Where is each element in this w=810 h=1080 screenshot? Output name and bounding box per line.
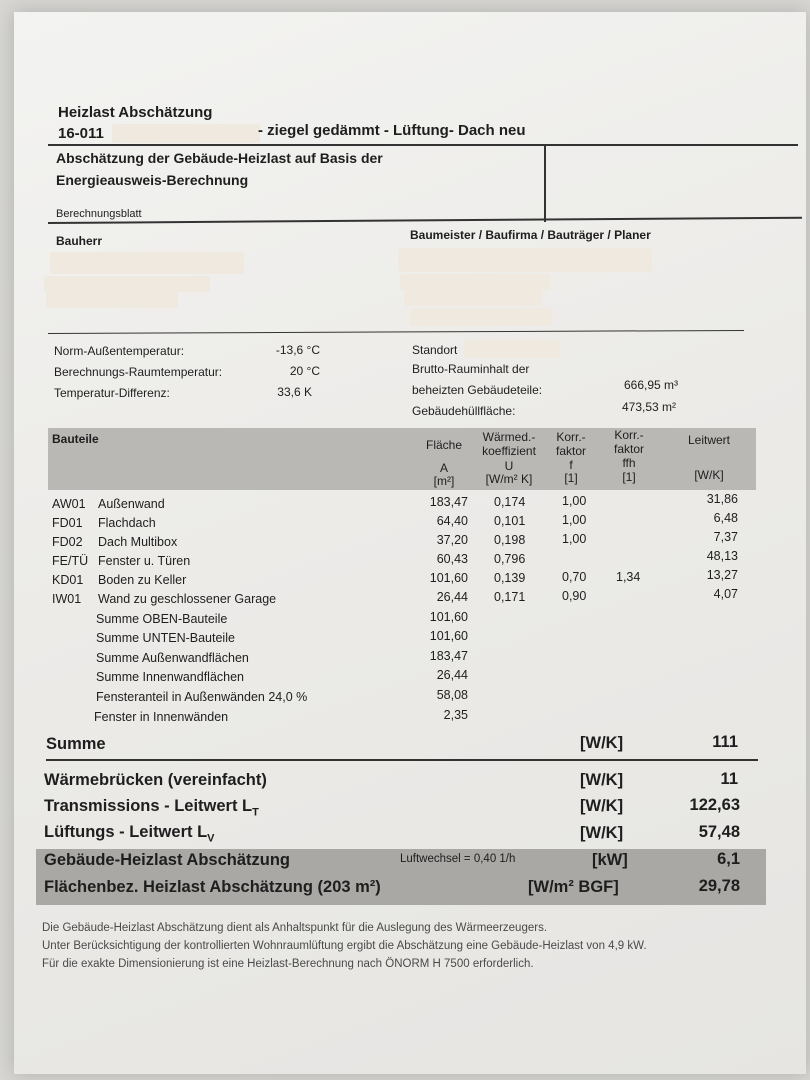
redacted-client-line-3	[46, 292, 178, 308]
row-area: 64,40	[436, 514, 468, 528]
room-temp-value: 20 °C	[289, 364, 320, 378]
redacted-builder-line-2	[400, 274, 550, 290]
footer-line-3: Für die exakte Dimensionierung ist eine Heizlast-Berechnung nach ÖNORM H 7500 erforderlich.	[42, 958, 534, 970]
col-flaeche-unit: [m²]	[433, 474, 455, 488]
sum-label: Fenster in Innenwänden	[94, 710, 229, 724]
col-f-unit: [1]	[564, 471, 578, 485]
row-area: 60,43	[436, 552, 468, 566]
outside-temp-label: Norm-Außentemperatur:	[54, 344, 185, 358]
summe-rule	[46, 759, 758, 761]
sum-value: 101,60	[429, 610, 468, 624]
row-leitwert: 13,27	[706, 568, 738, 582]
sum-label: Summe Innenwandflächen	[96, 670, 245, 684]
lueftung-label: Lüftungs - Leitwert $L_V$	[44, 823, 215, 845]
col-u-1: Wärmed.-	[482, 430, 536, 444]
summe-value: 111	[712, 733, 738, 751]
row-leitwert: 48,13	[706, 549, 738, 563]
row-name: Boden zu Keller	[98, 573, 187, 587]
row-ffh: 1,34	[616, 570, 641, 584]
sum-label: Summe OBEN-Bauteile	[96, 612, 228, 626]
redacted-builder-line-4	[410, 308, 552, 326]
subtitle-line-1: Abschätzung der Gebäude-Heizlast auf Basis der	[56, 150, 383, 166]
col-bauteile: Bauteile	[52, 432, 99, 446]
row-area: 26,44	[436, 590, 468, 604]
sum-value: 183,47	[429, 649, 468, 663]
row-code: KD01	[52, 573, 84, 587]
transmission-label: Transmissions - Leitwert $L_T$	[44, 797, 259, 819]
redacted-builder-line-1	[398, 248, 652, 272]
col-u-sym: U	[504, 459, 514, 473]
row-f: 1,00	[562, 532, 587, 546]
row-f: 0,70	[562, 570, 587, 584]
header-divider	[544, 144, 546, 222]
sum-value: 26,44	[436, 668, 468, 682]
row-area: 37,20	[436, 533, 468, 547]
col-ffh-1: Korr.-	[614, 428, 644, 442]
waermebruecken-unit: [W/K]	[580, 771, 624, 789]
sum-value: 2,35	[443, 708, 468, 722]
document-title: Heizlast Abschätzung	[58, 104, 213, 121]
row-area: 183,47	[429, 495, 468, 509]
temp-diff-label: Temperatur-Differenz:	[54, 386, 170, 400]
col-u-unit: [W/m² K]	[485, 472, 533, 486]
col-f-1: Korr.-	[556, 430, 586, 444]
summe-unit: [W/K]	[580, 734, 624, 752]
summe-label: Summe	[46, 735, 106, 753]
row-u: 0,174	[494, 495, 526, 509]
row-name: Flachdach	[98, 516, 156, 530]
sum-value: 101,60	[429, 629, 468, 643]
volume-label-2: beheizten Gebäudeteile:	[412, 383, 543, 397]
row-leitwert: 4,07	[713, 587, 738, 601]
col-f-2: faktor	[555, 444, 586, 458]
flaechen-heizlast-value: 29,78	[698, 877, 740, 895]
sum-label: Summe Außenwandflächen	[96, 651, 249, 665]
volume-value: 666,95 m³	[623, 378, 678, 392]
row-leitwert: 31,86	[706, 492, 738, 506]
row-name: Dach Multibox	[98, 535, 178, 549]
client-label: Bauherr	[56, 234, 103, 248]
header-rule-top	[48, 144, 798, 146]
sum-value: 58,08	[436, 688, 468, 702]
room-temp-label: Berechnungs-Raumtemperatur:	[54, 365, 223, 379]
row-u: 0,796	[494, 552, 526, 566]
row-code: AW01	[52, 497, 86, 511]
flaechen-heizlast-label: Flächenbez. Heizlast Abschätzung (203 m²)	[44, 878, 381, 896]
redacted-location	[464, 340, 560, 358]
col-flaeche: Fläche	[425, 438, 463, 452]
temp-diff-value: 33,6 K	[277, 385, 312, 399]
col-leitwert: Leitwert	[687, 433, 731, 447]
outside-temp-value: -13,6 °C	[275, 343, 320, 357]
footer-line-2: Unter Berücksichtigung der kontrollierten Wohnraumlüftung ergibt die Abschätzung eine Gebäude-Heizlast von 4,9 kW.	[42, 940, 647, 952]
col-f-sym: f	[569, 458, 573, 472]
row-code: FD01	[52, 516, 83, 530]
redacted-project-name	[112, 124, 260, 143]
row-u: 0,139	[494, 571, 526, 585]
row-code: FD02	[52, 535, 83, 549]
row-u: 0,198	[494, 533, 526, 547]
subtitle-line-2: Energieausweis-Berechnung	[56, 172, 249, 188]
row-u: 0,171	[494, 590, 526, 604]
footer-line-1: Die Gebäude-Heizlast Abschätzung dient als Anhaltspunkt für die Auslegung des Wärmeerzeugers.	[42, 922, 548, 934]
envelope-value: 473,53 m²	[621, 400, 676, 414]
heizlast-unit: [kW]	[592, 851, 628, 869]
heizlast-label: Gebäude-Heizlast Abschätzung	[44, 851, 291, 869]
col-flaeche-sym: A	[439, 461, 448, 475]
row-f: 1,00	[562, 494, 587, 508]
builder-label: Baumeister / Baufirma / Bauträger / Planer	[410, 228, 651, 242]
row-f: 0,90	[562, 589, 587, 603]
flaechen-heizlast-unit: [W/m² BGF]	[528, 878, 619, 896]
row-u: 0,101	[494, 514, 526, 528]
sum-label: Fensteranteil in Außenwänden 24,0 %	[96, 690, 308, 704]
waermebruecken-label: Wärmebrücken (vereinfacht)	[44, 771, 267, 789]
envelope-label: Gebäudehüllfläche:	[412, 404, 516, 418]
row-leitwert: 6,48	[713, 511, 738, 525]
lueftung-unit: [W/K]	[580, 824, 624, 842]
row-leitwert: 7,37	[713, 530, 738, 544]
waermebruecken-value: 11	[720, 770, 738, 788]
row-name: Wand zu geschlossener Garage	[98, 592, 277, 606]
col-ffh-sym: ffh	[622, 456, 636, 470]
col-u-2: koeffizient	[482, 444, 536, 458]
row-f: 1,00	[562, 513, 587, 527]
lueftung-value: 57,48	[698, 823, 740, 841]
transmission-unit: [W/K]	[580, 797, 624, 815]
luftwechsel-note: Luftwechsel = 0,40 1/h	[400, 853, 516, 865]
col-ffh-unit: [1]	[622, 470, 636, 484]
redacted-client-line-2	[44, 276, 210, 292]
sum-label: Summe UNTEN-Bauteile	[96, 631, 235, 645]
project-number: 16-011	[58, 125, 104, 142]
sheet-label: Berechnungsblatt	[56, 208, 142, 220]
row-code: IW01	[52, 592, 82, 606]
transmission-value: 122,63	[689, 796, 740, 814]
row-name: Fenster u. Türen	[98, 554, 191, 568]
volume-label-1: Brutto-Rauminhalt der	[412, 362, 530, 376]
row-area: 101,60	[429, 571, 468, 585]
row-name: Außenwand	[98, 497, 165, 511]
redacted-builder-line-3	[404, 290, 542, 306]
row-code: FE/TÜ	[52, 554, 89, 568]
redacted-client-line-1	[50, 252, 244, 274]
project-description: - ziegel gedämmt - Lüftung- Dach neu	[258, 122, 526, 139]
location-label: Standort	[412, 343, 458, 357]
col-leitwert-unit: [W/K]	[694, 468, 724, 482]
heizlast-value: 6,1	[717, 850, 740, 868]
col-ffh-2: faktor	[613, 442, 644, 456]
